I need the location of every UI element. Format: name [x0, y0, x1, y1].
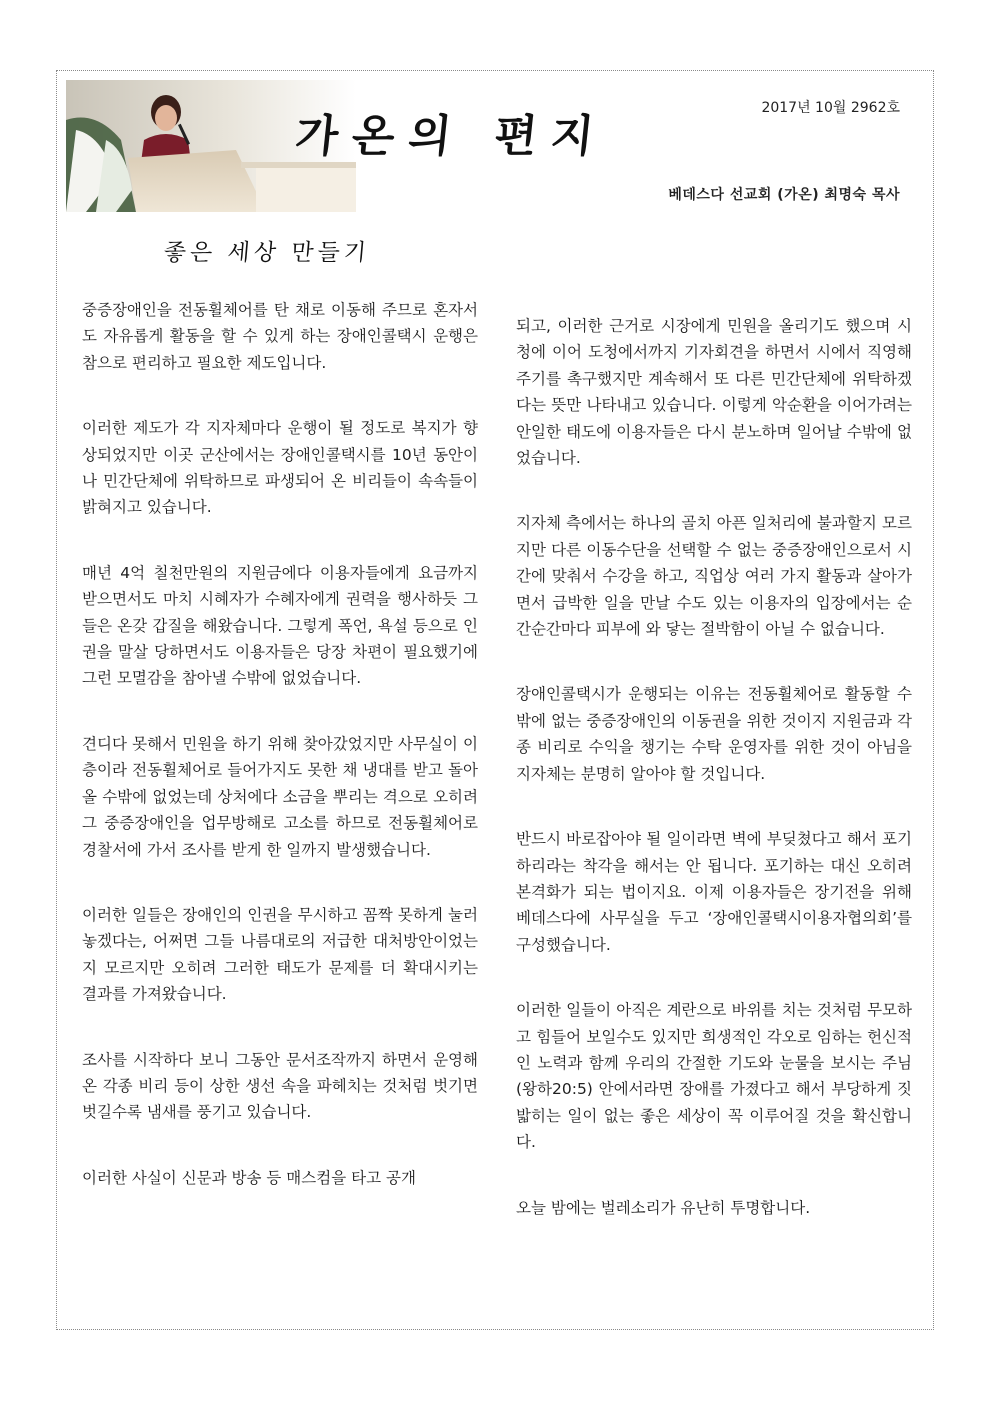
paragraph: 이러한 사실이 신문과 방송 등 매스컴을 타고 공개: [82, 1168, 416, 1187]
paragraph: 이러한 제도가 각 지자체마다 운행이 될 정도로 복지가 향상되었지만 이곳 군산에서는 장애인콜택시를 10년 동안이나 민간단체에 위탁하므로 파생되어 온 비리들이 속속들이 밝혀지고 있습니다.: [82, 419, 478, 517]
article-heading: 좋은 세상 만들기: [162, 240, 372, 266]
issue-date: 2017년 10월 2962호: [761, 100, 900, 116]
paragraph: 견디다 못해서 민원을 하기 위해 찾아갔었지만 사무실이 이층이라 전동휠체어로 들어가지도 못한 채 냉대를 받고 돌아올 수밖에 없었는데 상처에다 소금을 뿌리는 격으로 오히려 그 중증장애인을 업무방해로 고소를 하므로 전동휠체어로 경찰서에 가서 조사를 받게 한 일까지 발생했습니다.: [82, 734, 478, 859]
right-column: [516, 313, 912, 1260]
paragraph: 이러한 일들은 장애인의 인권을 무시하고 꼼짝 못하게 눌러놓겠다는, 어쩌면 그들 나름대로의 저급한 대처방안이었는지 모르지만 오히려 그러한 태도가 문제를 더 확대시키는 결과를 가져왔습니다.: [82, 905, 478, 1004]
paragraph: 장애인콜택시가 운행되는 이유는 전동휠체어로 활동할 수밖에 없는 중증장애인의 이동권을 위한 것이지 지원금과 각종 비리로 수익을 챙기는 수탁 운영자를 위한 것이 아님을 지자체는 분명히 알아야 할 것입니다.: [516, 685, 912, 783]
paragraph: 조사를 시작하다 보니 그동안 문서조작까지 하면서 운영해온 각종 비리 등이 상한 생선 속을 파헤치는 것처럼 벗기면 벗길수록 냄새를 풍기고 있습니다.: [82, 1050, 478, 1122]
paragraph: 지자체 측에서는 하나의 골치 아픈 일처리에 불과할지 모르지만 다른 이동수단을 선택할 수 없는 중증장애인으로서 시간에 맞춰서 수강을 하고, 직업상 여러 가지 활동과 살아가면서 급박한 일을 만날 수도 있는 이용자의 입장에서는 순간순간마다 피부에 와 닿는 절박함이 아닐 수 없습니다.: [516, 514, 912, 639]
newsletter-title: 가온의 편지: [292, 111, 611, 162]
paragraph: 되고, 이러한 근거로 시장에게 민원을 올리기도 했으며 시청에 이어 도청에서까지 기자회견을 하면서 시에서 직영해주기를 촉구했지만 계속해서 또 다른 민간단체에 위탁하겠다는 뜻만 나타내고 있습니다. 이렇게 악순환을 이어가려는 안일한 태도에 이용자들은 다시 분노하며 일어날 수밖에 없었습니다.: [516, 317, 912, 468]
paragraph: 중증장애인을 전동휠체어를 탄 채로 이동해 주므로 혼자서도 자유롭게 활동을 할 수 있게 하는 장애인콜택시 운행은 참으로 편리하고 필요한 제도입니다.: [82, 301, 478, 372]
author-line: 베데스다 선교회 (가온) 최명숙 목사: [668, 187, 900, 203]
paragraph: 오늘 밤에는 벌레소리가 유난히 투명합니다.: [516, 1198, 811, 1217]
left-column: [82, 297, 478, 1230]
paragraph: 이러한 일들이 아직은 계란으로 바위를 치는 것처럼 무모하고 힘들어 보일수도 있지만 희생적인 각오로 임하는 헌신적인 노력과 함께 우리의 간절한 기도와 눈물을 보시는 주님(왕하20:5) 안에서라면 장애를 가졌다고 해서 부당하게 짓밟히는 일이 없는 좋은 세상이 꼭 이루어질 것을 확신합니다.: [516, 1001, 912, 1152]
paragraph: 반드시 바로잡아야 될 일이라면 벽에 부딪쳤다고 해서 포기하리라는 착각을 해서는 안 됩니다. 포기하는 대신 오히려 본격화가 되는 법이지요. 이제 이용자들은 장기전을 위해 베데스다에 사무실을 두고 ‘장애인콜택시이용자협의회’를 구성했습니다.: [516, 830, 912, 954]
paragraph: 매년 4억 칠천만원의 지원금에다 이용자들에게 요금까지 받으면서도 마치 시혜자가 수혜자에게 권력을 행사하듯 그들은 온갖 갑질을 해왔습니다. 그렇게 폭언, 욕설 등으로 인권을 말살 당하면서도 이용자들은 당장 차편이 필요했기에 그런 모멸감을 참아낼 수밖에 없었습니다.: [82, 563, 478, 688]
